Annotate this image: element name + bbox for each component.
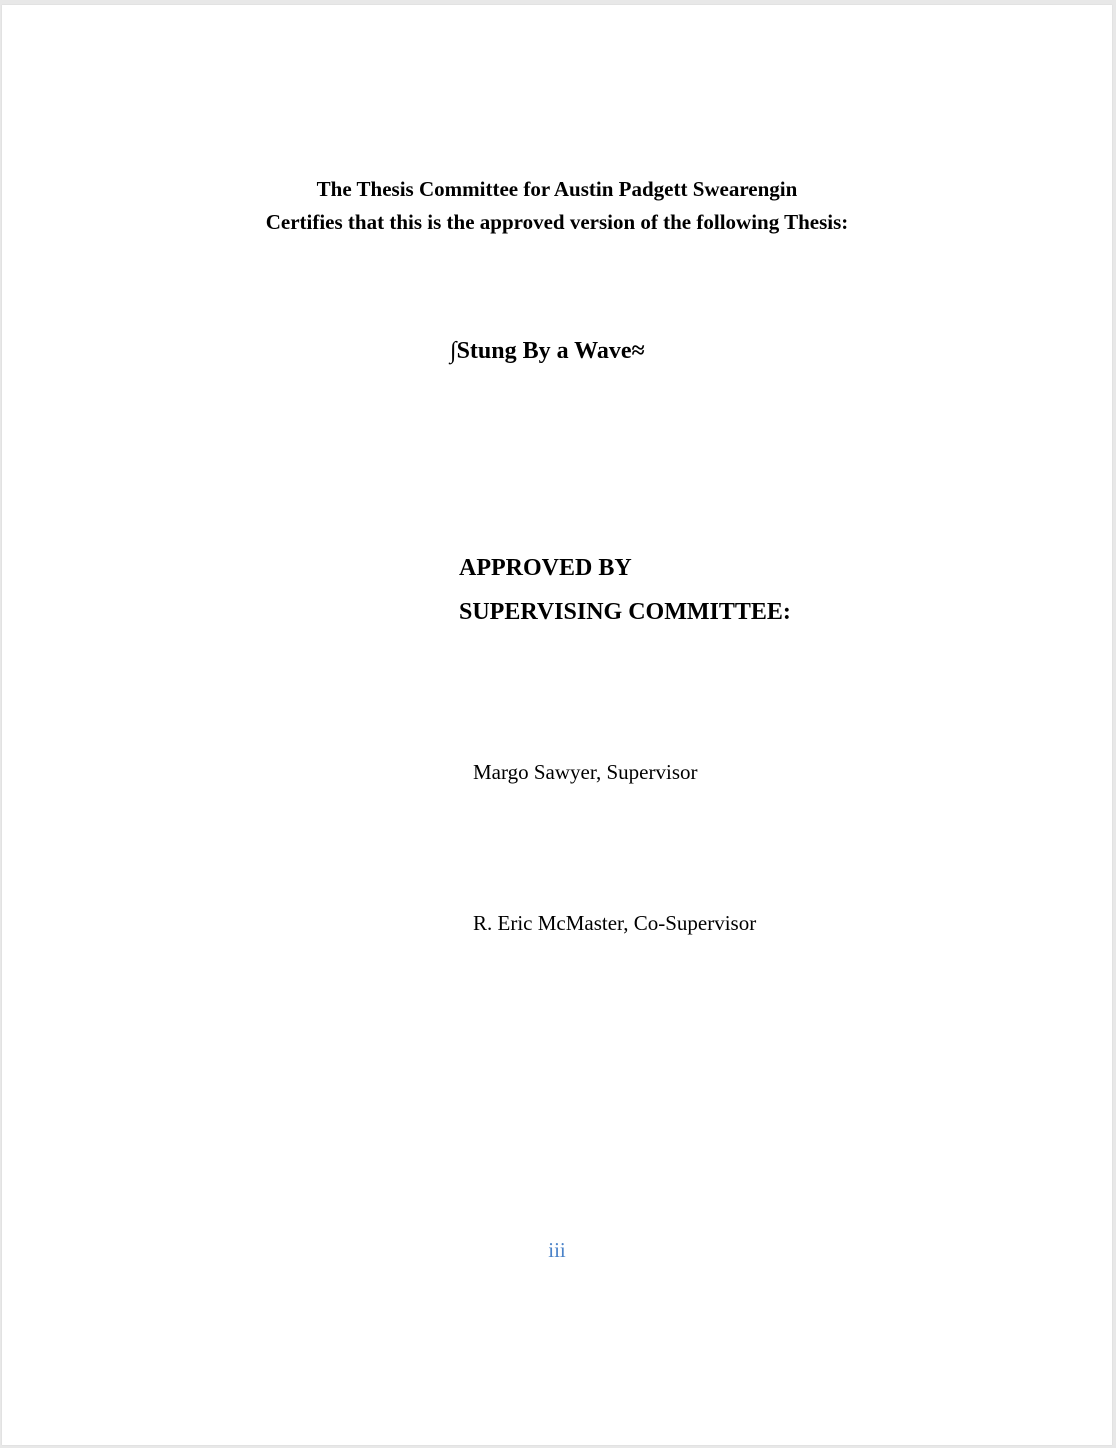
page-number: iii [548, 1238, 566, 1262]
certification-line-1: The Thesis Committee for Austin Padgett Swearengin [316, 177, 798, 201]
committee-member-supervisor: Margo Sawyer, Supervisor [473, 760, 698, 784]
approval-heading-line-1: APPROVED BY [459, 555, 632, 581]
thesis-title: ∫Stung By a Wave≈ [450, 338, 645, 364]
certification-line-2: Certifies that this is the approved version of the following Thesis: [265, 210, 849, 234]
document-page [2, 5, 1112, 1445]
approval-heading-line-2: SUPERVISING COMMITTEE: [459, 599, 791, 625]
committee-member-co-supervisor: R. Eric McMaster, Co-Supervisor [473, 911, 757, 935]
